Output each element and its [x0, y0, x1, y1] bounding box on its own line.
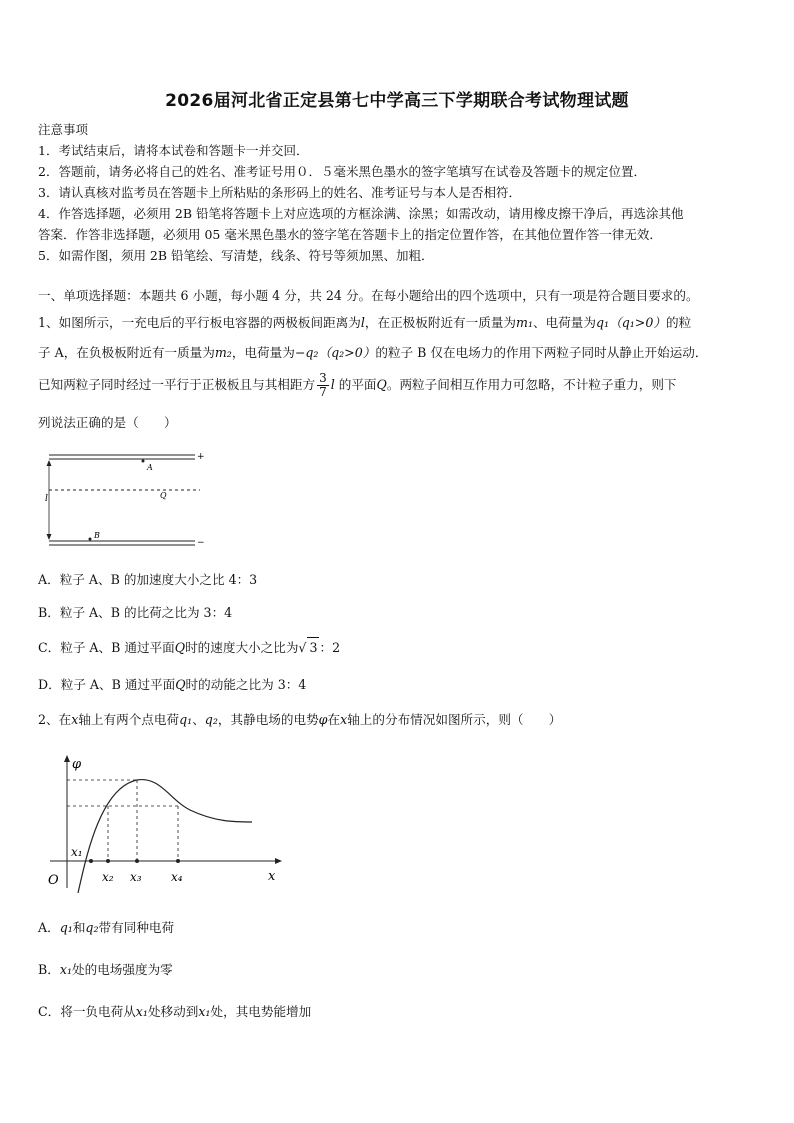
q1-option-b: B．粒子 A、B 的比荷之比为 3：4 — [38, 605, 233, 620]
plus-sign: + — [197, 452, 205, 462]
label-q: Q — [160, 491, 167, 500]
q1-line-2: 子 A，在负极板附近有一质量为m₂，电荷量为−q₂（q₂>0）的粒子 B 仅在电场力的作用下两粒子同时从静止开始运动． — [38, 345, 708, 360]
q2-option-a: A．q₁和q₂带有同种电荷 — [38, 920, 175, 935]
origin-label: O — [48, 873, 59, 888]
section-heading: 一、单项选择题：本题共 6 小题，每小题 4 分，共 24 分。在每小题给出的四个选项中，只有一项是符合题目要求的。 — [38, 288, 699, 303]
particle-b — [89, 538, 92, 541]
x2-label: x₂ — [102, 870, 114, 884]
q1-line-4: 列说法正确的是（ ） — [38, 415, 177, 430]
q1-line-3: 已知两粒子同时经过一平行于正极板且与其相距方 $\frac{3}{7}$ l 的平面Q。两粒子间相互作用力可忽略，不计粒子重力，则下 — [38, 371, 677, 399]
q1-option-a: A．粒子 A、B 的加速度大小之比 4：3 — [38, 572, 258, 587]
notice-item-2: 2．答题前，请务必将自己的姓名、准考证号用０．５毫米黑色墨水的签字笔填写在试卷及答题卡的规定位置． — [38, 164, 646, 179]
x-axis-label: x — [268, 869, 276, 884]
exam-title: 2026届河北省正定县第七中学高三下学期联合考试物理试题 — [165, 91, 629, 111]
x4-label: x₄ — [171, 870, 183, 884]
minus-sign: − — [197, 538, 205, 548]
particle-a — [142, 460, 145, 463]
label-a: A — [147, 463, 153, 472]
notice-item-4-cont: 答案．作答非选择题，必须用 05 毫米黑色墨水的签字笔在答题卡上的指定位置作答，在其他位置作答一律无效． — [38, 227, 662, 242]
label-b: B — [94, 531, 100, 540]
q1-option-c: C．粒子 A、B 通过平面Q时的速度大小之比为√ 3 ：2 — [38, 637, 758, 658]
notice-item-3: 3．请认真核对监考员在答题卡上所粘贴的条形码上的姓名、准考证号与本人是否相符． — [38, 185, 521, 200]
y-axis-label: φ — [72, 757, 82, 772]
q1-line-1: 1、如图所示，一充电后的平行板电容器的两极板间距离为l，在正极板附近有一质量为m₁、电荷量为q₁（q₁>0）的粒 — [38, 315, 692, 330]
potential-graph — [40, 748, 290, 893]
x1-label: x₁ — [71, 845, 83, 859]
q2-stem: 2、在x轴上有两个点电荷q₁、q₂，其静电场的电势φ在x轴上的分布情况如图所示，则（ ） — [38, 712, 562, 727]
label-l: l — [45, 494, 48, 504]
capacitor-figure — [40, 448, 215, 553]
fraction-3-7: $\frac{3}{7}$ — [319, 371, 327, 399]
notice-item-4: 4．作答选择题，必须用 2B 铅笔将答题卡上对应选项的方框涂满、涂黑；如需改动，请用橡皮擦干净后，再选涂其他 — [38, 206, 684, 221]
notice-item-5: 5．如需作图，须用 2B 铅笔绘、写清楚，线条、符号等须加黑、加粗． — [38, 248, 434, 263]
x3-label: x₃ — [130, 870, 142, 884]
q2-option-c: C．将一负电荷从x₁处移动到x₁处，其电势能增加 — [38, 1004, 312, 1019]
notice-item-1: 1．考试结束后，请将本试卷和答题卡一并交回． — [38, 143, 309, 158]
notice-heading: 注意事项 — [38, 122, 89, 137]
q2-option-b: B．x₁处的电场强度为零 — [38, 962, 173, 977]
q1-option-d: D．粒子 A、B 通过平面Q时的动能之比为 3：4 — [38, 677, 307, 692]
